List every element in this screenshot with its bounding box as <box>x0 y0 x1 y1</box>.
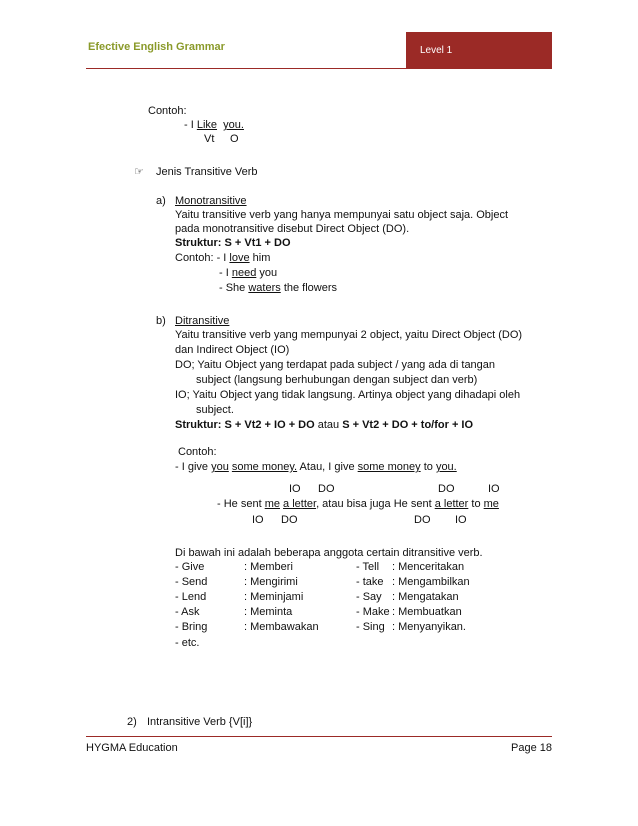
header-level-label: Level 1 <box>420 45 453 56</box>
mono-example-2 <box>219 266 277 280</box>
di-e2f: a letter <box>434 498 469 510</box>
mono-ex2-pre: - I <box>219 267 232 279</box>
di-desc-2: dan Indirect Object (IO) <box>175 344 290 356</box>
mono-ex3-post: the flowers <box>280 282 338 294</box>
list-item-meaning: : Mengirimi <box>244 576 298 588</box>
mono-title <box>175 194 247 208</box>
list-item: - Lend <box>175 591 207 603</box>
mono-desc-2: pada monotransitive disebut Direct Object (DO). <box>175 223 410 235</box>
list-item-meaning: : Meminta <box>244 606 293 618</box>
di-example-2 <box>217 497 499 511</box>
di-e1b: you <box>211 461 229 473</box>
di-e2h: me <box>483 498 499 510</box>
document-header-title: Efective English Grammar <box>88 41 225 53</box>
list-item: - Bring <box>175 621 208 633</box>
mono-example-1 <box>175 251 270 265</box>
di-e1h: you. <box>435 461 457 473</box>
list-item: - Sing <box>356 621 385 633</box>
di-e1-label-io-2: IO <box>488 483 500 495</box>
di-struktur <box>175 418 473 432</box>
mono-ex3-verb: waters <box>248 282 281 294</box>
section-jenis-title: Jenis Transitive Verb <box>156 166 258 178</box>
di-e2g: to <box>468 498 484 510</box>
mono-ex3-pre: - She <box>219 282 249 294</box>
mono-marker: a) <box>156 195 166 207</box>
mono-struktur <box>175 236 291 250</box>
di-e2-label-do-2: DO <box>414 514 431 526</box>
di-io-2: subject. <box>196 404 234 416</box>
label-vt: Vt <box>204 133 215 145</box>
list-item: - etc. <box>175 637 200 649</box>
mono-title-text: Monotransitive <box>175 195 247 207</box>
di-e1g: to <box>420 461 436 473</box>
di-e2e: , atau bisa juga He sent <box>316 498 435 510</box>
di-e1-label-do-2: DO <box>438 483 455 495</box>
list-item: - Give <box>175 561 205 573</box>
list-item: - Tell <box>356 561 380 573</box>
list-item-meaning: : Menyanyikan. <box>392 621 466 633</box>
di-e2-label-do: DO <box>281 514 298 526</box>
di-e1-label-io: IO <box>289 483 301 495</box>
list-item-meaning: : Mengambilkan <box>392 576 470 588</box>
di-struktur-2: S + Vt2 + DO + to/for + IO <box>342 419 474 431</box>
di-io-1: IO; Yaitu Object yang tidak langsung. Artinya object yang dihadapi oleh <box>175 389 521 401</box>
list-item: - Ask <box>175 606 200 618</box>
di-do-1: DO; Yaitu Object yang terdapat pada subject / yang ada di tangan <box>175 359 496 371</box>
list-item: - Make <box>356 606 390 618</box>
di-struktur-1: Struktur: S + Vt2 + IO + DO <box>175 419 315 431</box>
list-item: - Say <box>356 591 382 603</box>
list-item-meaning: : Mengatakan <box>392 591 459 603</box>
header-divider <box>86 68 552 69</box>
mono-ex2-verb: need <box>231 267 257 279</box>
intrans-title: Intransitive Verb {V[i]} <box>147 716 253 728</box>
di-desc-1: Yaitu transitive verb yang mempunyai 2 object, yaitu Direct Object (DO) <box>175 329 523 341</box>
label-o: O <box>230 133 239 145</box>
contoh-example <box>184 118 244 132</box>
list-item: - Send <box>175 576 208 588</box>
list-item: - take <box>356 576 384 588</box>
di-marker: b) <box>156 315 166 327</box>
di-e1f: some money <box>357 461 421 473</box>
di-contoh-label: Contoh: <box>178 446 217 458</box>
footer-divider <box>86 736 552 737</box>
mono-desc-1: Yaitu transitive verb yang hanya mempunyai satu object saja. Object <box>175 209 509 221</box>
example-object: you. <box>223 119 244 131</box>
list-item-meaning: : Membuatkan <box>392 606 462 618</box>
di-struktur-atau: atau <box>314 419 343 431</box>
list-item-meaning: : Meminjami <box>244 591 304 603</box>
example-verb: Like <box>196 119 218 131</box>
di-e1e: Atau, I give <box>297 461 358 473</box>
di-e1d: some money. <box>231 461 298 473</box>
di-e1a: - I give <box>175 461 212 473</box>
di-e2d: a letter <box>283 498 317 510</box>
footer-left-text: HYGMA Education <box>86 742 178 754</box>
di-e2a: - He sent <box>217 498 265 510</box>
di-e1-label-do: DO <box>318 483 335 495</box>
mono-ex2-post: you <box>256 267 278 279</box>
list-item-meaning: : Membawakan <box>244 621 319 633</box>
di-do-2: subject (langsung berhubungan dengan subject dan verb) <box>196 374 478 386</box>
intrans-marker: 2) <box>127 716 137 728</box>
page-number: Page 18 <box>511 742 552 754</box>
di-title <box>175 314 229 328</box>
mono-struktur-text: Struktur: S + Vt1 + DO <box>175 237 291 249</box>
mono-ex1-post: him <box>249 252 271 264</box>
di-e2-label-io-2: IO <box>455 514 467 526</box>
pointing-hand-icon: ☞ <box>134 166 144 178</box>
mono-example-3 <box>219 281 337 295</box>
di-title-text: Ditransitive <box>175 315 230 327</box>
list-item-meaning: : Menceritakan <box>392 561 465 573</box>
contoh-label: Contoh: <box>148 105 187 117</box>
mono-ex1-verb: love <box>229 252 250 264</box>
di-e2-label-io: IO <box>252 514 264 526</box>
di-example-1 <box>175 460 457 474</box>
di-e2b: me <box>264 498 280 510</box>
mono-ex1-pre: Contoh: - I <box>175 252 230 264</box>
example-dash: - I <box>184 119 197 131</box>
di-list-intro: Di bawah ini adalah beberapa anggota certain ditransitive verb. <box>175 547 483 559</box>
list-item-meaning: : Memberi <box>244 561 293 573</box>
